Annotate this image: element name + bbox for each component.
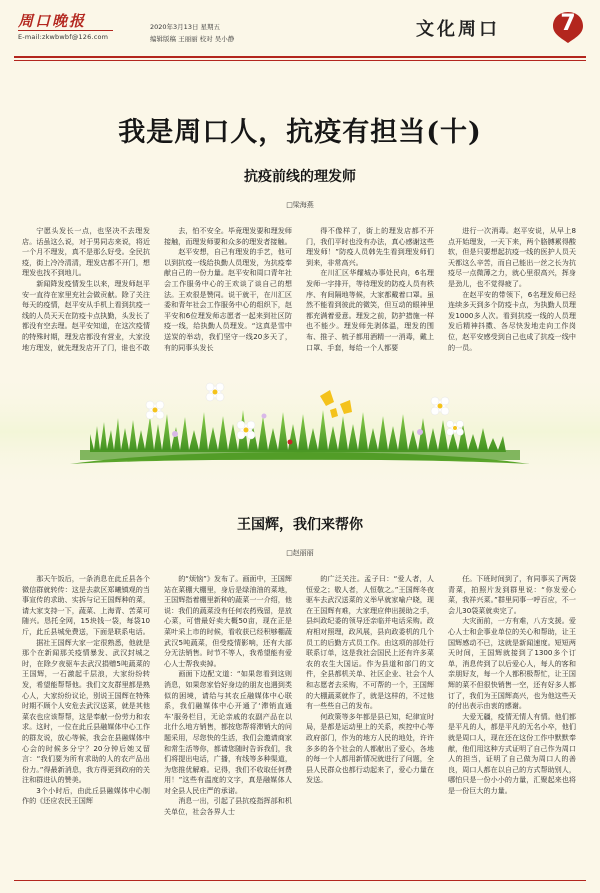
article1-col2-paragraph: 赵平安想，自己有理发的手艺，他可以到抗疫一线给执勤人员理发，为抗疫奉献自己的一份力量。赵平安和周口青年社会工作服务中心的王欢谈了谈自己的想法。王欢很是赞同。说干就干，在川汇区委和青年社会工作服务中心的组织下，赵平安和6位理发师志愿者一起来到社区防疫一线，给执勤人员理发。“这真是雪中送炭的举动，我们坚守一线20多天了，有的同事头发长 bbox=[164, 247, 292, 352]
spring-grass-banner bbox=[0, 372, 600, 492]
article2-col2-paragraph: 的“烦恼”》发布了。画面中，王国辉站在菜棚大棚里，身后是绿油油的菜地，王国辉指着棚里新种的蔬菜一一介绍，他说：我们的蔬菜没有任何农药残留，是放心菜，可惜最好卖大概50亩，现在正是菜叶采上市的时候，看收获已经积够棚蔬武汉5吨蔬菜，但受疫情影响，还有大部分无法销售。时节不等人，我希望能有爱心人士帮我卖掉。 bbox=[164, 574, 292, 668]
article2-col2-paragraph: 消息一出，引起了县抗疫指挥部和机关单位，社会各界人士 bbox=[164, 796, 292, 817]
footer-rule bbox=[14, 880, 586, 881]
article2-column-1 bbox=[22, 574, 150, 874]
article2-byline: □赵丽丽 bbox=[286, 549, 314, 557]
article1-col4-paragraph: 在赵平安的带领下，6名理发师已经连续多天到多个防疫卡点，为执勤人员理发1000多人次。看到抗疫一线的人员理发后精神抖擞、各尽快发地走向工作岗位，赵平安感受到自己也成了抗疫一线中的一员。 bbox=[448, 289, 576, 352]
masthead-rule bbox=[14, 56, 586, 58]
email-address: E-mail:zkwbwbf@126.com bbox=[18, 33, 109, 41]
editors-line: 编辑版稿 王丽丽 校对 吴小静 bbox=[150, 35, 235, 43]
article2-col3-paragraph: 何政策等多年都是县已知，纪律宣时局，是都是运动里上的关系，疾控中心等政府部门，作为的地方人民的地处，许许多多的各个社会的人都献出了爱心，各地的每一个人都用新情况就进行了问题，全县人民群众也都行动起来了，爱心力量在发送。 bbox=[306, 711, 434, 785]
newspaper-logo: 周口晚报 bbox=[18, 12, 87, 30]
masthead-rule-thin bbox=[14, 60, 586, 61]
article1-col4-paragraph: 进行一次消毒。赵平安说，从早上8点开始理发，一天下来，两个胳膊累得酸软，但是只要想起抗疫一线的医护人员天天都这么辛苦，而自己能出一丝之长为抗疫尽一点微薄之力，就心里很高兴，挥身是劲儿，也不觉得疲了。 bbox=[448, 226, 576, 288]
article1-column-4 bbox=[448, 226, 576, 364]
article2-col1-paragraph: 那天午饭后，一条消息在此丘县各个微信群就转传：这是去款区郑曦镇观的当事宣传的求助、实拆与记王国辉种的菜，请大家支持一下，蔬菜、上海青、苦菜可随兴。恳托全网，15块钱一袋，每袋10斤，此丘县城免费送，下面是联系电话。 bbox=[22, 574, 150, 636]
masthead bbox=[0, 0, 600, 66]
article2-col1-paragraph: 据社王国辉大家一定很熟悉，他就是那个在新闻那关疫情暴发、武汉封城之时，在除夕夜驱车去武汉捐赠5吨蔬菜的王国辉，一石激起千层浪，大家纷纷转发，希望能帮帮他。我们文友群里都是熟心人，大家纷纷议论，别说王国辉在特殊时期不顾个人安危去武汉送菜，就是其他菜农也应该帮帮，这是奉献一份劳力和农求。这时，一位在此丘县融媒体中心工作的群友说，放心等候，我会在县融媒体中心会的时候多分宁？20分钟后她又留言：“我们要为所有求助的人的农产品出份力。”得最新消息，我方得更到政府的关注和群进认的赞美。 bbox=[22, 637, 150, 785]
page-number: 7 bbox=[560, 11, 576, 36]
section-title: 文化周口 bbox=[416, 19, 500, 40]
article1-col3-paragraph: 在川汇区华耀城办事处民向，6名理发师一字排开，等待理发的防疫人员有秩序、有间隔地等候，大家都戴着口罩。虽然不能看到彼此的微笑，但互动的眼神里都充满着爱意。理发之前，防护措施一样也不能少。理发师先剥体温，理发的围布、推子、梳子都用酒精一一消毒，戴上口罩、手套，每给一个人都要 bbox=[306, 268, 434, 352]
main-headline: 我是周口人，抗疫有担当(十) bbox=[118, 117, 482, 148]
article1-col3-paragraph: 得不像样了，街上的理发店都不开门，我们平时也没有办法，真心感谢这些理发师！”防疫人员韩先生看到理发师们到来，非常高兴。 bbox=[306, 226, 434, 267]
article2-column-3 bbox=[306, 574, 434, 874]
article1-column-1 bbox=[22, 226, 150, 364]
article1-col1-paragraph: 宁愿头发长一点，也坚决不去理发店。话虽这么说，对于男同志来说，将近一个月不理发，真不是那么好受。全民抗疫，街上冷冷清清，理发店都不开门，想理发也找不到地儿。 bbox=[22, 226, 150, 278]
article1-col2-paragraph: 去，怕不安全。毕竟理发要和理发师接触，而理发师要和众多的理发者接触。 bbox=[164, 226, 292, 246]
article2-title: 王国辉，我们来帮你 bbox=[237, 517, 363, 533]
logo-underline bbox=[18, 30, 113, 31]
article2-column-4 bbox=[448, 574, 576, 874]
article1-column-2 bbox=[164, 226, 292, 364]
article1-column-3 bbox=[306, 226, 434, 364]
article2-col4-paragraph: 大爱无疆，疫情无情人有情。他们都是平凡的人，都是平凡的无名小卒，他们就是周口人，现在还在这份工作中默默奉献，他们用这种方式证明了自己作为周口人的担当，证明了自己做为周口人的善良，周口人都在以自己的方式帮助别人，哪怕只是一份小小的力量，汇聚起来也将是一份巨大的力量。 bbox=[448, 711, 576, 795]
article2-col1-paragraph: 3个小时后，由此丘县融媒体中心制作的《还应农民王国辉 bbox=[22, 785, 150, 806]
article1-title: 抗疫前线的理发师 bbox=[244, 169, 356, 185]
article2-col4-paragraph: 大灾面前，一方有难，八方支援。爱心人士和企事业单位的关心和帮助，让王国辉感动不已，这就是新闻速度。短短两天时间，王国辉就接到了1300多个订单，消息传到了以后爱心人，每人的客和亲朋好友，每一个人都积极帮忙，让王国辉的菜不但很快销售一空，还有好多人都订了，我们为王国辉高兴，也为他这些天的付出表示由衷的感谢。 bbox=[448, 616, 576, 711]
article1-col1-paragraph: 新闻降发疫情发生以来，理发师赵平安一直待在家里充社会做贡献。除了关注每天的疫情，赵平安从手机上看到抗疫一线的人员天天在防疫卡点执勤，头发长了都没有空去理。赵平安知道，在这次疫情的特殊时期，理发店都没有营业，大家没地方理发，就先理发店开了门，谁也不敢 bbox=[22, 278, 150, 352]
date-line: 2020年3月13日 星期五 bbox=[150, 23, 221, 31]
article1-byline: □梁海燕 bbox=[286, 201, 314, 209]
article2-col3-paragraph: 的广泛关注。孟子曰：“爱人者，人恒爱之；敬人者，人恒敬之。”王国辉冬夜驱车去武汉送菜的义举早就家喻户晓，现在王国辉有难，大家理应伸出援助之手，县纠政纪委的领导还亲临并电话采购。政府相对照理，政风展，县向政委机的几个员工的后勤方式员工作。由这项的部处行联系订单，这是我社会国民上还有许多菜农的农生大国运。作为县道和部门的文件，全县都机关单、社区企业、社会个人和志愿者去采购，不可帮的一个，王国辉的大棚蔬菜就作了，就是这样的，不过他有一些些自己的发布。 bbox=[306, 574, 434, 711]
article2-column-2 bbox=[164, 574, 292, 874]
article2-col2-paragraph: 画面下边配文道：“如果您看到这则消息，如果您家恰好身边的朋友也遇到类似的困境，请给与其农丘融媒体中心联系，我们融媒体中心开通了‘滞销直通车’服务栏目，无论亲戚的农副产品在以北什么地方销售，都按您帮将滞销大的问题采用，尽您快的生活，我们会邀请商家和常生活等你，都请您随时告诉我们，我们将提出电话，广播，有线等多种渠道，为您推优解难。记得，我们不收取任何费用！”这些有温度的文字，真是融媒体人对全县人民庄严的承诺。 bbox=[164, 669, 292, 795]
article2-col4-paragraph: 任。下班时间到了，有同事买了两袋青菜，拍照片发到群里说：“你发爱心菜，我祥兴菜。”群里同事一呼百应，不一会儿30袋菜就卖完了。 bbox=[448, 574, 576, 615]
